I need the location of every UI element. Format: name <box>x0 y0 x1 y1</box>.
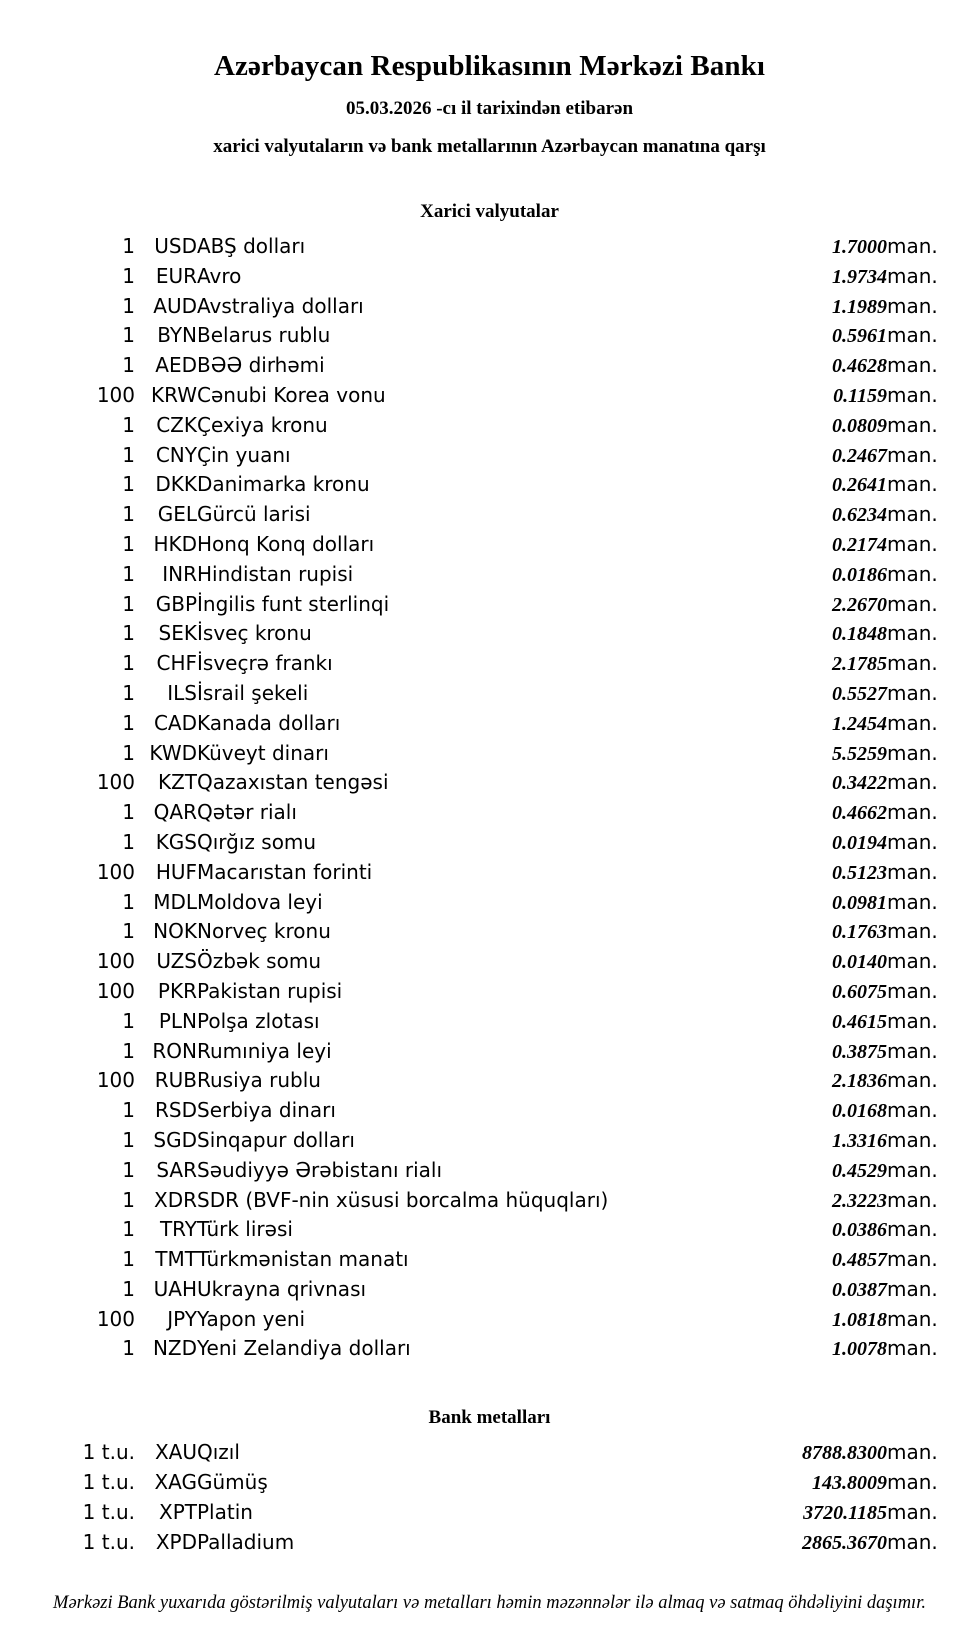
table-row <box>30 768 949 798</box>
currency-code: INR <box>162 561 197 586</box>
table-row <box>30 590 949 620</box>
currency-code: KWD <box>149 740 197 765</box>
metal-unit: man. <box>887 1529 938 1554</box>
currency-name: Özbək somu <box>197 949 321 974</box>
currency-name: BƏƏ dirhəmi <box>197 353 325 378</box>
metal-code: XAU <box>154 1440 197 1465</box>
currency-name: ABŞ dolları <box>197 234 306 258</box>
currency-unit: man. <box>887 740 938 765</box>
table-row <box>30 321 949 351</box>
currency-amount: 1 <box>122 472 135 497</box>
currency-amount: 1 <box>122 323 135 348</box>
currency-name: Avro <box>197 263 242 288</box>
currency-name: Sinqapur dolları <box>197 1127 355 1152</box>
table-row <box>30 232 949 262</box>
table-row <box>30 1126 949 1156</box>
currency-unit: man. <box>887 621 938 646</box>
table-row <box>30 1215 949 1245</box>
currency-rate: 1.7000 <box>832 236 887 258</box>
metal-amount: 1 t.u. <box>82 1440 135 1465</box>
currency-rate: 5.5259 <box>832 742 887 765</box>
currency-unit: man. <box>887 531 938 556</box>
currency-unit: man. <box>887 472 938 497</box>
table-row <box>30 1305 949 1335</box>
table-row <box>30 1245 949 1275</box>
currency-rate: 0.5123 <box>832 861 887 884</box>
currency-name: İngilis funt sterlinqi <box>197 591 390 616</box>
currency-code: SGD <box>153 1127 197 1152</box>
currency-unit: man. <box>887 949 938 974</box>
currency-name: Gürcü larisi <box>197 502 311 527</box>
table-row <box>30 560 949 590</box>
table-row <box>30 739 949 769</box>
currency-amount: 1 <box>122 1157 135 1182</box>
table-row <box>30 1156 949 1186</box>
currency-name: Yapon yeni <box>197 1306 306 1331</box>
currency-unit: man. <box>887 382 938 407</box>
currency-rate: 0.1159 <box>833 384 887 407</box>
currency-code: CHF <box>156 651 197 676</box>
currency-code: PLN <box>158 1008 197 1033</box>
currency-rate: 0.3422 <box>832 772 887 795</box>
currency-code: CAD <box>153 710 197 735</box>
currency-amount: 1 <box>122 919 135 944</box>
currency-rate: 1.0818 <box>832 1308 887 1331</box>
currency-unit: man. <box>887 502 938 527</box>
currency-unit: man. <box>887 1038 938 1063</box>
currency-name: Ukrayna qrivnası <box>197 1276 367 1301</box>
metal-unit: man. <box>887 1499 938 1524</box>
table-row <box>30 411 949 441</box>
currency-amount: 1 <box>122 353 135 378</box>
currency-code: GEL <box>157 502 197 527</box>
currency-rate: 0.0981 <box>832 891 887 914</box>
metal-name: Platin <box>197 1499 253 1524</box>
currency-amount: 1 <box>122 502 135 527</box>
currency-unit: man. <box>887 353 938 378</box>
currency-name: Danimarka kronu <box>197 472 370 497</box>
currency-code: DKK <box>155 472 197 497</box>
currency-amount: 1 <box>122 829 135 854</box>
table-row <box>30 828 949 858</box>
currency-unit: man. <box>887 1068 938 1093</box>
currency-rate: 0.4857 <box>832 1249 887 1272</box>
currency-amount: 1 <box>122 531 135 556</box>
currency-name: Belarus rublu <box>197 323 331 348</box>
currency-code: GBP <box>155 591 197 616</box>
currency-rate: 0.0168 <box>832 1100 887 1123</box>
currency-unit: man. <box>887 651 938 676</box>
table-row <box>30 709 949 739</box>
currency-code: XDR <box>154 1187 197 1212</box>
table-row <box>30 1438 949 1468</box>
metal-code: XAG <box>154 1470 197 1495</box>
table-row <box>30 1498 949 1528</box>
currency-amount: 100 <box>96 770 135 795</box>
currency-unit: man. <box>887 1247 938 1272</box>
currency-rate: 1.9734 <box>832 265 887 288</box>
currency-rate: 0.0387 <box>832 1278 887 1301</box>
currency-unit: man. <box>887 889 938 914</box>
currency-name: Qırğız somu <box>197 829 317 854</box>
currency-unit: man. <box>887 442 938 467</box>
table-row <box>30 1334 949 1364</box>
currency-rate: 1.2454 <box>832 712 887 735</box>
table-row <box>30 470 949 500</box>
effective-date-line: 05.03.2026 -cı il tarixindən etibarən <box>345 98 634 119</box>
table-row <box>30 1037 949 1067</box>
table-row <box>30 292 949 322</box>
metal-amount: 1 t.u. <box>82 1529 135 1554</box>
page-description: xarici valyutaların və bank metallarının Azərbaycan manatına qarşı <box>213 136 766 157</box>
currency-unit: man. <box>887 710 938 735</box>
currency-unit: man. <box>887 1098 938 1123</box>
currency-code: KRW <box>151 382 197 407</box>
currency-unit: man. <box>887 1127 938 1152</box>
table-row <box>30 381 949 411</box>
currency-name: Avstraliya dolları <box>197 293 364 318</box>
table-row <box>30 679 949 709</box>
currency-code: SAR <box>156 1157 197 1182</box>
currency-rate: 0.0386 <box>832 1219 887 1242</box>
currency-amount: 1 <box>122 621 135 646</box>
currency-code: QAR <box>153 800 197 825</box>
table-row <box>30 1007 949 1037</box>
currency-unit: man. <box>887 859 938 884</box>
table-row <box>30 1066 949 1096</box>
currency-unit: man. <box>887 1306 938 1331</box>
currency-amount: 1 <box>122 412 135 437</box>
currency-amount: 1 <box>122 591 135 616</box>
currency-code: CNY <box>155 442 197 467</box>
table-row <box>30 917 949 947</box>
currency-name: Qətər rialı <box>197 800 297 825</box>
metal-rate: 2865.3670 <box>802 1531 887 1554</box>
currency-rate: 0.1848 <box>832 623 887 646</box>
currency-name: Pakistan rupisi <box>197 978 343 1003</box>
currency-unit: man. <box>887 1187 938 1212</box>
currency-name: Cənubi Korea vonu <box>197 382 386 407</box>
currency-amount: 100 <box>96 1068 135 1093</box>
currency-rate: 0.1763 <box>832 921 887 944</box>
currency-rate: 1.0078 <box>832 1338 887 1361</box>
currency-rate: 1.3316 <box>832 1129 887 1152</box>
metal-code: XPT <box>159 1499 197 1524</box>
currency-name: Qazaxıstan tengəsi <box>197 770 389 795</box>
currency-code: JPY <box>167 1306 197 1331</box>
metal-code: XPD <box>155 1529 197 1554</box>
currency-code: EUR <box>155 263 197 288</box>
currency-code: CZK <box>156 412 197 437</box>
currency-code: KZT <box>157 770 197 795</box>
currency-rate: 0.2467 <box>832 444 887 467</box>
table-row <box>30 1468 949 1498</box>
currency-name: Macarıstan forinti <box>197 859 373 884</box>
currency-rate: 0.0186 <box>832 563 887 586</box>
currency-unit: man. <box>887 1157 938 1182</box>
table-row <box>30 530 949 560</box>
currency-name: İsveç kronu <box>197 621 312 646</box>
currency-code: HUF <box>155 859 197 884</box>
table-row <box>30 977 949 1007</box>
currency-rate: 2.3223 <box>832 1189 887 1212</box>
currency-amount: 1 <box>122 651 135 676</box>
currency-unit: man. <box>887 1217 938 1242</box>
currency-unit: man. <box>887 919 938 944</box>
currency-name: Rumıniya leyi <box>197 1038 332 1063</box>
table-row <box>30 649 949 679</box>
currency-code: SEK <box>158 621 197 646</box>
currency-amount: 1 <box>122 1276 135 1301</box>
currency-code: AUD <box>153 293 197 318</box>
currency-name: Səudiyyə Ərəbistanı rialı <box>197 1157 443 1182</box>
currency-rate: 0.0809 <box>832 414 887 437</box>
table-row <box>30 262 949 292</box>
disclaimer-text: Mərkəzi Bank yuxarıda göstərilmiş valyutaları və metalları həmin məzənnələr ilə almaq və satmaq öhdəliyini daşımır. <box>53 1593 926 1614</box>
currency-unit: man. <box>887 323 938 348</box>
currency-unit: man. <box>887 234 938 258</box>
currency-amount: 1 <box>122 800 135 825</box>
currency-amount: 1 <box>122 1098 135 1123</box>
metal-amount: 1 t.u. <box>82 1499 135 1524</box>
currency-amount: 1 <box>122 680 135 705</box>
currency-amount: 1 <box>122 1187 135 1212</box>
currency-amount: 100 <box>96 382 135 407</box>
currency-unit: man. <box>887 1336 938 1361</box>
currency-amount: 1 <box>122 1038 135 1063</box>
currency-code: HKD <box>153 531 197 556</box>
currency-name: Küveyt dinarı <box>197 740 329 765</box>
currency-code: UZS <box>156 949 197 974</box>
currency-name: Çexiya kronu <box>197 412 328 437</box>
currency-amount: 1 <box>122 1247 135 1272</box>
currency-rate: 1.1989 <box>832 295 887 318</box>
currency-code: NOK <box>153 919 197 944</box>
currency-name: Moldova leyi <box>197 889 323 914</box>
currency-rate: 2.1785 <box>832 653 887 676</box>
currency-name: Honq Konq dolları <box>197 531 375 556</box>
metal-rate: 3720.1185 <box>803 1501 887 1524</box>
currency-rate: 2.1836 <box>832 1070 887 1093</box>
currency-rate: 0.3875 <box>832 1040 887 1063</box>
currency-amount: 1 <box>122 710 135 735</box>
currency-name: Serbiya dinarı <box>197 1098 336 1123</box>
currency-name: Çin yuanı <box>197 442 291 467</box>
table-row <box>30 947 949 977</box>
rates-page <box>0 50 979 1636</box>
table-row <box>30 1528 949 1558</box>
table-row <box>30 1275 949 1305</box>
table-row <box>30 351 949 381</box>
currency-name: Kanada dolları <box>197 710 341 735</box>
table-row <box>30 619 949 649</box>
table-row <box>30 858 949 888</box>
currency-code: USD <box>154 234 197 258</box>
currency-amount: 1 <box>122 1127 135 1152</box>
currency-rate: 2.2670 <box>832 593 887 616</box>
table-row <box>30 441 949 471</box>
currency-name: Türkmənistan manatı <box>197 1247 409 1272</box>
currency-amount: 1 <box>122 234 135 258</box>
metal-rate: 8788.8300 <box>802 1442 887 1465</box>
currency-name: İsrail şekeli <box>197 680 309 705</box>
currency-amount: 1 <box>122 263 135 288</box>
table-row <box>30 798 949 828</box>
currency-code: RSD <box>155 1098 197 1123</box>
currency-amount: 100 <box>96 949 135 974</box>
currency-unit: man. <box>887 561 938 586</box>
currency-unit: man. <box>887 1276 938 1301</box>
metal-name: Palladium <box>197 1529 295 1554</box>
currency-rate: 0.4615 <box>832 1010 887 1033</box>
currency-code: PKR <box>157 978 197 1003</box>
currency-code: UAH <box>153 1276 197 1301</box>
currency-amount: 1 <box>122 442 135 467</box>
currency-code: RUB <box>154 1068 197 1093</box>
currency-unit: man. <box>887 293 938 318</box>
metal-rates-table <box>30 1438 949 1557</box>
currency-code: MDL <box>153 889 197 914</box>
currency-name: Türk lirəsi <box>197 1217 293 1242</box>
currency-name: Polşa zlotası <box>197 1008 320 1033</box>
currency-amount: 100 <box>96 859 135 884</box>
metal-name: Qızıl <box>197 1440 240 1465</box>
currency-rate: 0.2641 <box>832 474 887 497</box>
metal-rate: 143.8009 <box>812 1472 887 1495</box>
currency-amount: 1 <box>122 1217 135 1242</box>
currency-amount: 1 <box>122 561 135 586</box>
currency-name: Rusiya rublu <box>197 1068 321 1093</box>
currency-unit: man. <box>887 800 938 825</box>
table-row <box>30 1186 949 1216</box>
currency-name: SDR (BVF-nin xüsusi borcalma hüquqları) <box>197 1187 609 1212</box>
table-row <box>30 500 949 530</box>
currency-rate: 0.5961 <box>832 325 887 348</box>
currency-code: TMT <box>155 1247 197 1272</box>
currency-rate: 0.2174 <box>832 533 887 556</box>
currency-code: AED <box>155 353 197 378</box>
metal-amount: 1 t.u. <box>82 1470 135 1495</box>
currency-unit: man. <box>887 1008 938 1033</box>
currency-unit: man. <box>887 591 938 616</box>
currency-name: Norveç kronu <box>197 919 331 944</box>
currency-amount: 100 <box>96 1306 135 1331</box>
currency-unit: man. <box>887 263 938 288</box>
currency-name: Hindistan rupisi <box>197 561 354 586</box>
currency-amount: 1 <box>122 740 135 765</box>
currency-amount: 1 <box>122 889 135 914</box>
currency-rate: 0.0194 <box>832 831 887 854</box>
currency-amount: 100 <box>96 978 135 1003</box>
currency-name: Yeni Zelandiya dolları <box>197 1336 411 1361</box>
currency-amount: 1 <box>122 1008 135 1033</box>
currency-rate: 0.6234 <box>832 504 887 527</box>
currency-amount: 1 <box>122 293 135 318</box>
currency-unit: man. <box>887 829 938 854</box>
metal-unit: man. <box>887 1470 938 1495</box>
currency-rates-table <box>30 232 949 1364</box>
currency-rate: 0.5527 <box>832 682 887 705</box>
page-title: Azərbaycan Respublikasının Mərkəzi Bankı <box>213 50 766 82</box>
currency-code: ILS <box>167 680 197 705</box>
currency-code: TRY <box>159 1217 197 1242</box>
currency-unit: man. <box>887 412 938 437</box>
currency-rates-body <box>30 232 949 1364</box>
currency-rate: 0.6075 <box>832 980 887 1003</box>
metal-name: Gümüş <box>197 1470 268 1495</box>
currency-unit: man. <box>887 770 938 795</box>
currency-unit: man. <box>887 978 938 1003</box>
currency-rate: 0.4662 <box>832 802 887 825</box>
currency-amount: 1 <box>122 1336 135 1361</box>
currency-code: KGS <box>155 829 197 854</box>
metal-rates-body <box>30 1438 949 1557</box>
currency-unit: man. <box>887 680 938 705</box>
section-heading-metals: Bank metalları <box>428 1407 551 1429</box>
currency-code: NZD <box>152 1336 197 1361</box>
section-heading-currencies: Xarici valyutalar <box>420 201 559 222</box>
table-row <box>30 1096 949 1126</box>
currency-code: RON <box>152 1038 197 1063</box>
currency-code: BYN <box>157 323 197 348</box>
table-row <box>30 888 949 918</box>
currency-rate: 0.4628 <box>832 355 887 378</box>
metal-unit: man. <box>887 1440 938 1465</box>
currency-rate: 0.0140 <box>832 951 887 974</box>
currency-name: İsveçrə frankı <box>197 651 333 676</box>
currency-rate: 0.4529 <box>832 1159 887 1182</box>
